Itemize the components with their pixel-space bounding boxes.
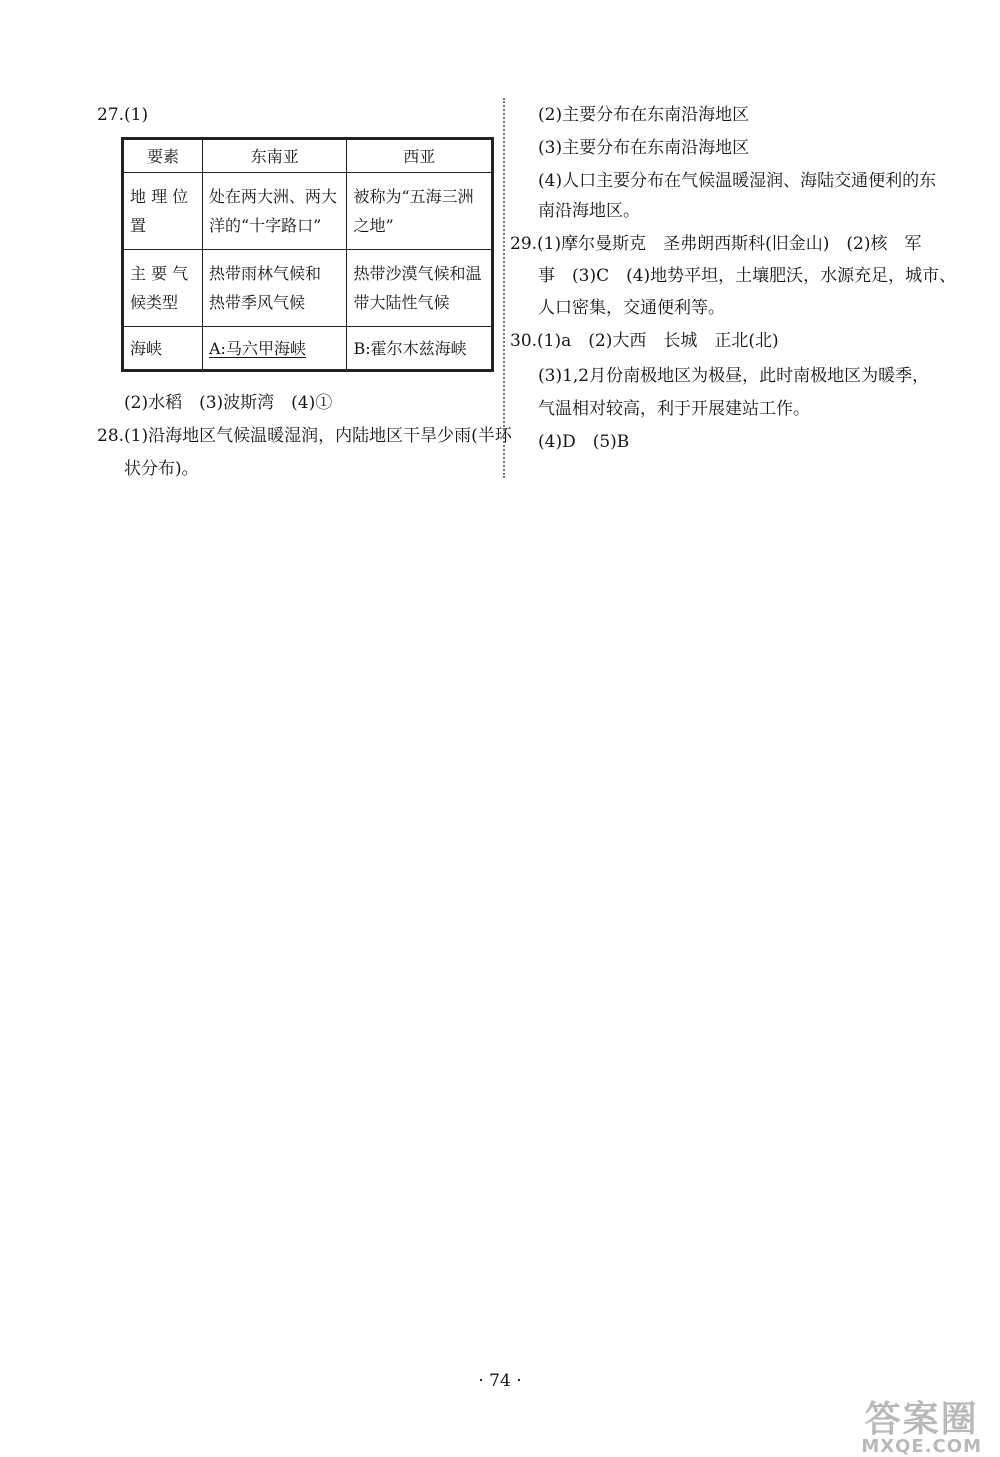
table-cell: 处在两大洲、两大 洋的“十字路口” (203, 173, 347, 250)
answer-line: (4)人口主要分布在气候温暖湿润、海陆交通便利的东 (538, 171, 937, 191)
answer-line: 南沿海地区。 (538, 201, 640, 221)
watermark-logo (861, 1399, 982, 1457)
answer-line: (4)D (5)B (538, 432, 630, 452)
table-row (123, 250, 493, 327)
column-divider (503, 98, 505, 478)
answer-line: 事 (3)C (4)地势平坦，土壤肥沃，水源充足，城市、 (538, 266, 957, 286)
answer-line: 气温相对较高，利于开展建站工作。 (538, 399, 810, 419)
table-cell: 被称为“五海三洲 之地” (347, 173, 493, 250)
answer-line: (2)主要分布在东南沿海地区 (538, 105, 750, 125)
q27-label: 27.(1) (97, 105, 149, 125)
q27-rest: (2)水稻 (3)波斯湾 (4)① (124, 393, 333, 413)
table-header-row (123, 139, 493, 173)
table-row (123, 327, 493, 371)
answer-line: 29.(1)摩尔曼斯克 圣弗朗西斯科(旧金山) (2)核 军 (510, 234, 922, 254)
answer-line: 人口密集，交通便利等。 (538, 298, 725, 318)
answer-line: (3)1,2月份南极地区为极昼，此时南极地区为暖季， (538, 366, 930, 386)
q28-line-1: 28.(1)沿海地区气候温暖湿润，内陆地区干旱少雨(半环 (97, 426, 512, 446)
answer-line: (3)主要分布在东南沿海地区 (538, 138, 750, 158)
page-number: · 74 · (478, 1371, 522, 1391)
q28-line-2: 状分布)。 (124, 459, 199, 479)
watermark-cn: 答案圈 (864, 1399, 979, 1440)
table-row (123, 173, 493, 250)
row-label: 主 要 气 候类型 (123, 250, 203, 327)
table-cell: A:马六甲海峡 (203, 327, 347, 371)
table-cell: B:霍尔木兹海峡 (347, 327, 493, 371)
comparison-table (121, 137, 494, 372)
row-label: 地 理 位 置 (123, 173, 203, 250)
table-header: 西亚 (347, 139, 493, 173)
table-header: 要素 (123, 139, 203, 173)
answer-line: 30.(1)a (2)大西 长城 正北(北) (510, 331, 779, 351)
table-header: 东南亚 (203, 139, 347, 173)
watermark-en: MXQE.COM (861, 1436, 982, 1457)
table-cell: 热带沙漠气候和温 带大陆性气候 (347, 250, 493, 327)
table-cell: 热带雨林气候和 热带季风气候 (203, 250, 347, 327)
row-label: 海峡 (123, 327, 203, 371)
